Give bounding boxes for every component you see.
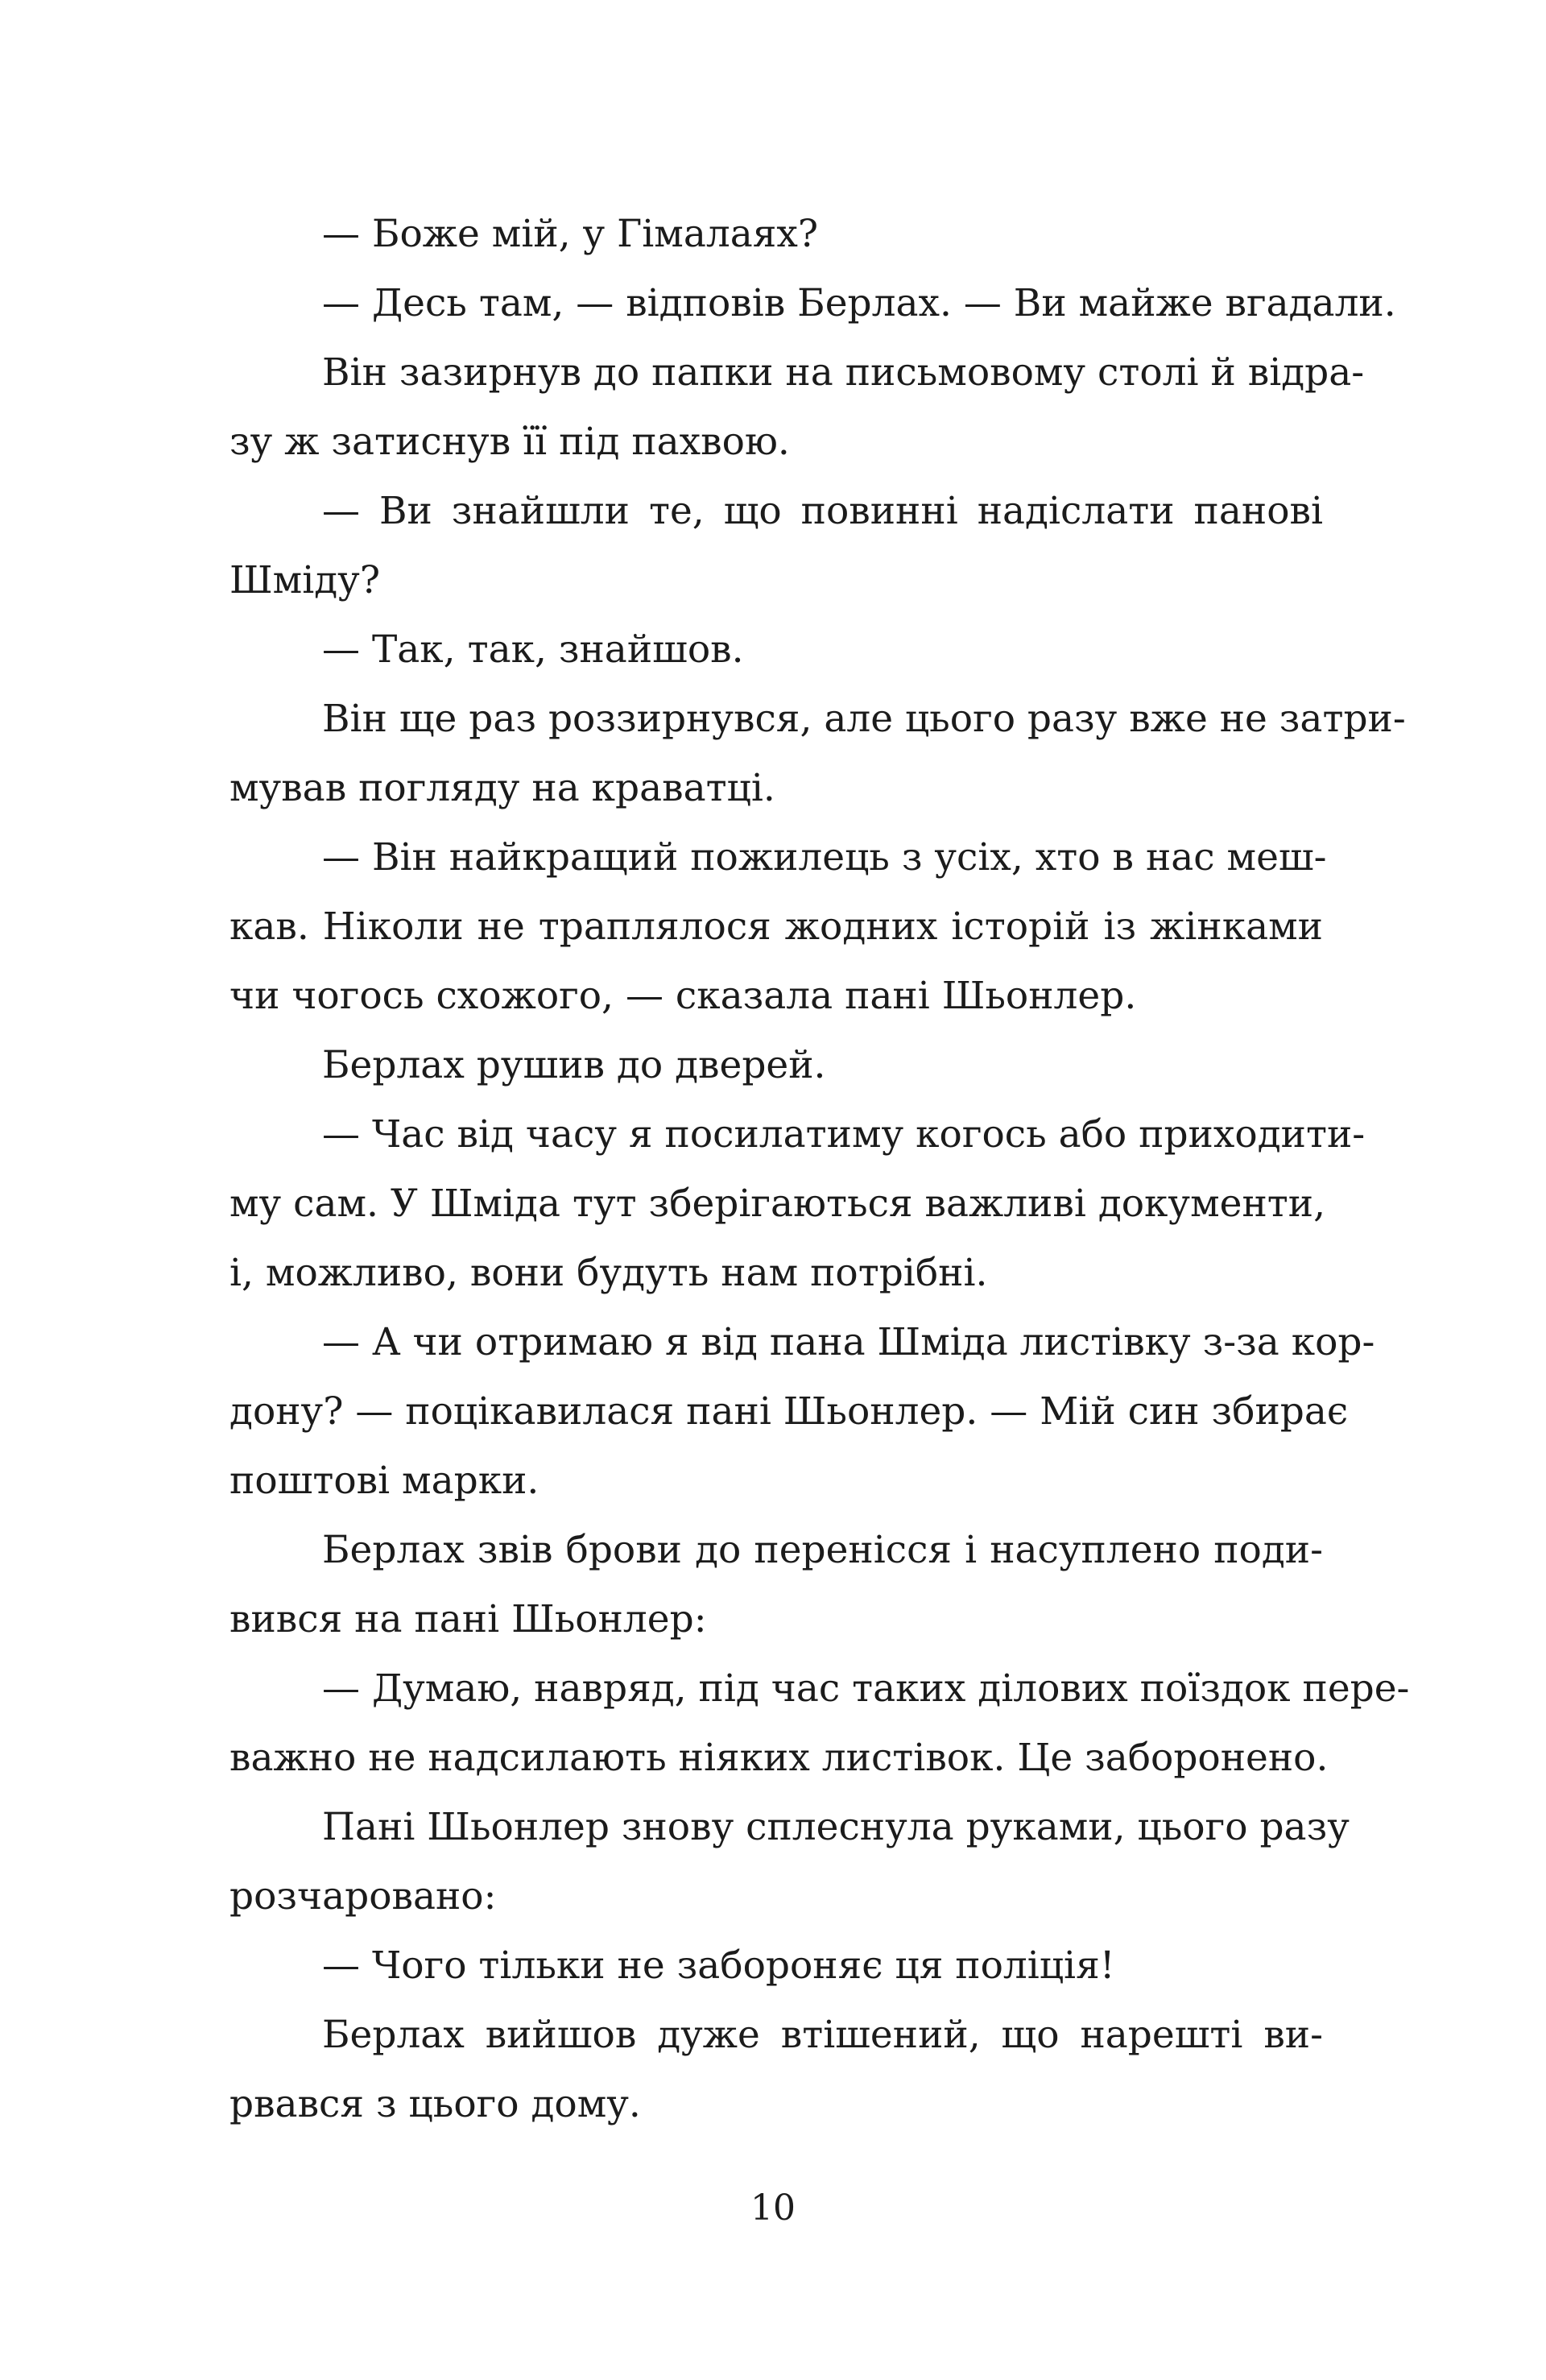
- text-line: Шміду?: [229, 558, 381, 602]
- text-line: — Ви знайшли те, що повинні надіслати панові: [322, 489, 1323, 533]
- text-line: важно не надсилають ніяких листівок. Це заборонено.: [229, 1736, 1329, 1780]
- text-line: му сам. У Шміда тут зберігаються важливі документи,: [229, 1182, 1326, 1226]
- text-line: Берлах звів брови до перенісся і насуплено поди-: [322, 1528, 1323, 1572]
- text-line: — Чого тільки не забороняє ця поліція!: [322, 1943, 1115, 1988]
- body-text: [229, 200, 1410, 2139]
- text-line: — А чи отримаю я від пана Шміда листівку з-за кор-: [322, 1320, 1375, 1364]
- text-line: Він ще раз роззирнувся, але цього разу вже не затри-: [322, 697, 1406, 741]
- text-line: Берлах вийшов дуже втішений, що нарешті ви-: [322, 2013, 1323, 2057]
- text-line: Він зазирнув до папки на письмовому столі й відра-: [322, 350, 1365, 395]
- text-line: — Так, так, знайшов.: [322, 627, 744, 672]
- text-line: кав. Ніколи не траплялося жодних історій із жінками: [229, 904, 1323, 949]
- text-line: Пані Шьонлер знову сплеснула руками, цього разу: [322, 1805, 1350, 1849]
- page-number: 10: [750, 2188, 796, 2229]
- text-line: — Час від часу я посилатиму когось або приходити-: [322, 1112, 1366, 1157]
- text-line: Берлах рушив до дверей.: [322, 1043, 826, 1087]
- text-line: — Боже мій, у Гімалаях?: [322, 212, 819, 256]
- text-line: розчаровано:: [229, 1874, 497, 1918]
- text-line: дону? — поцікавилася пані Шьонлер. — Мій син збирає: [229, 1389, 1349, 1434]
- text-line: вився на пані Шьонлер:: [229, 1597, 707, 1641]
- text-line: чи чогось схожого, — сказала пані Шьонлер.: [229, 974, 1137, 1018]
- text-line: і, можливо, вони будуть нам потрібні.: [229, 1251, 988, 1295]
- text-line: — Десь там, — відповів Берлах. — Ви майже вгадали.: [322, 281, 1396, 325]
- text-line: рвався з цього дому.: [229, 2082, 641, 2126]
- text-line: поштові марки.: [229, 1459, 539, 1503]
- text-line: — Думаю, навряд, під час таких ділових поїздок пере-: [322, 1666, 1410, 1711]
- text-line: мував погляду на краватці.: [229, 766, 775, 810]
- text-line: зу ж затиснув її під пахвою.: [229, 420, 790, 464]
- text-line: — Він найкращий пожилець з усіх, хто в нас меш-: [322, 835, 1327, 880]
